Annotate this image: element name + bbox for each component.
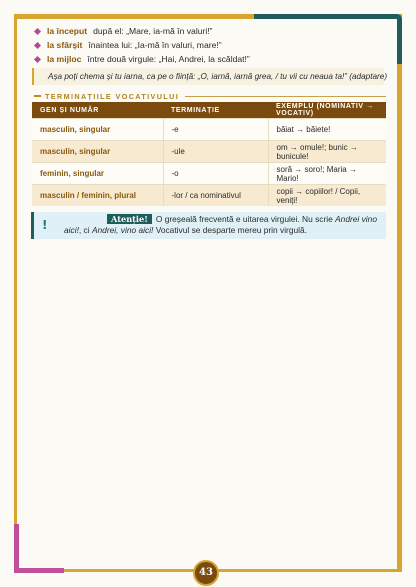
header-terminatie: TERMINAȚIE bbox=[163, 102, 268, 119]
frame-left bbox=[14, 14, 17, 524]
bullet-term: la mijloc bbox=[47, 54, 82, 64]
diamond-bullet-icon bbox=[34, 28, 41, 35]
header-exemplu: EXEMPLU (NOMINATIV → VOCATIV) bbox=[268, 102, 386, 119]
bullet-item bbox=[33, 52, 388, 66]
exclamation-icon: ! bbox=[42, 218, 48, 232]
frame-left-pink bbox=[14, 524, 19, 572]
cell-gender-number: feminin, singular bbox=[32, 163, 163, 185]
note-example-wrong: Andrei vino aici! bbox=[64, 214, 377, 235]
page-number-badge: 43 bbox=[193, 560, 219, 586]
diamond-bullet-icon bbox=[34, 42, 41, 49]
bullet-item bbox=[33, 24, 388, 38]
quote-text: Așa poți chema și tu iarna, ca pe o ființă: „O, iarnă, iarnă grea, / tu vii cu neaua ta!” (adaptare) bbox=[48, 72, 388, 81]
attention-note bbox=[31, 212, 386, 239]
bullet-text: înaintea lui: „Ia-mă în valuri, mare!” bbox=[88, 40, 222, 50]
bullet-text: după el: „Mare, ia-mă în valuri!” bbox=[93, 26, 213, 36]
quote-box bbox=[32, 68, 388, 85]
attention-label: Atenție! bbox=[107, 214, 152, 224]
heading-accent-bar bbox=[34, 95, 41, 97]
section-heading bbox=[34, 90, 386, 102]
heading-divider-line bbox=[185, 96, 386, 97]
frame-top-gold bbox=[14, 14, 254, 19]
cell-example: soră → soro!; Maria → Mario! bbox=[268, 163, 386, 185]
cell-ending: -e bbox=[163, 119, 268, 141]
table-row bbox=[32, 141, 386, 163]
cell-gender-number: masculin, singular bbox=[32, 141, 163, 163]
cell-ending: -ule bbox=[163, 141, 268, 163]
cell-example: copii → copiilor! / Copii, veniți! bbox=[268, 185, 386, 207]
table-row bbox=[32, 119, 386, 141]
vocative-endings-table bbox=[32, 102, 386, 206]
diamond-bullet-icon bbox=[34, 56, 41, 63]
bullet-text: între două virgule: „Hai, Andrei, la scăldat!” bbox=[87, 54, 250, 64]
note-text-part: O greșeală frecventă e uitarea virgulei. Nu scrie bbox=[155, 214, 336, 224]
placement-bullet-list bbox=[33, 24, 388, 66]
frame-bottom-pink bbox=[14, 568, 64, 573]
table-header-row bbox=[32, 102, 386, 119]
frame-top-teal bbox=[254, 14, 402, 19]
section-title: TERMINAȚIILE VOCATIVULUI bbox=[45, 91, 180, 101]
cell-example: om → omule!; bunic → bunicule! bbox=[268, 141, 386, 163]
cell-gender-number: masculin, singular bbox=[32, 119, 163, 141]
bullet-term: la sfârșit bbox=[47, 40, 83, 50]
note-text-part: Vocativul se desparte mereu prin virgulă. bbox=[153, 225, 308, 235]
note-text-part: , ci bbox=[78, 225, 92, 235]
note-text bbox=[64, 214, 384, 236]
frame-right bbox=[397, 14, 402, 572]
cell-example: băiat → băiete! bbox=[268, 119, 386, 141]
cell-ending: -o bbox=[163, 163, 268, 185]
cell-gender-number: masculin / feminin, plural bbox=[32, 185, 163, 207]
frame-right-teal bbox=[397, 14, 402, 64]
cell-ending: -lor / ca nominativul bbox=[163, 185, 268, 207]
table-row bbox=[32, 185, 386, 207]
header-gen-numar: GEN ȘI NUMĂR bbox=[32, 102, 163, 119]
table-row bbox=[32, 163, 386, 185]
bullet-item bbox=[33, 38, 388, 52]
bullet-term: la început bbox=[47, 26, 88, 36]
note-example-correct: Andrei, vino aici! bbox=[91, 225, 154, 235]
